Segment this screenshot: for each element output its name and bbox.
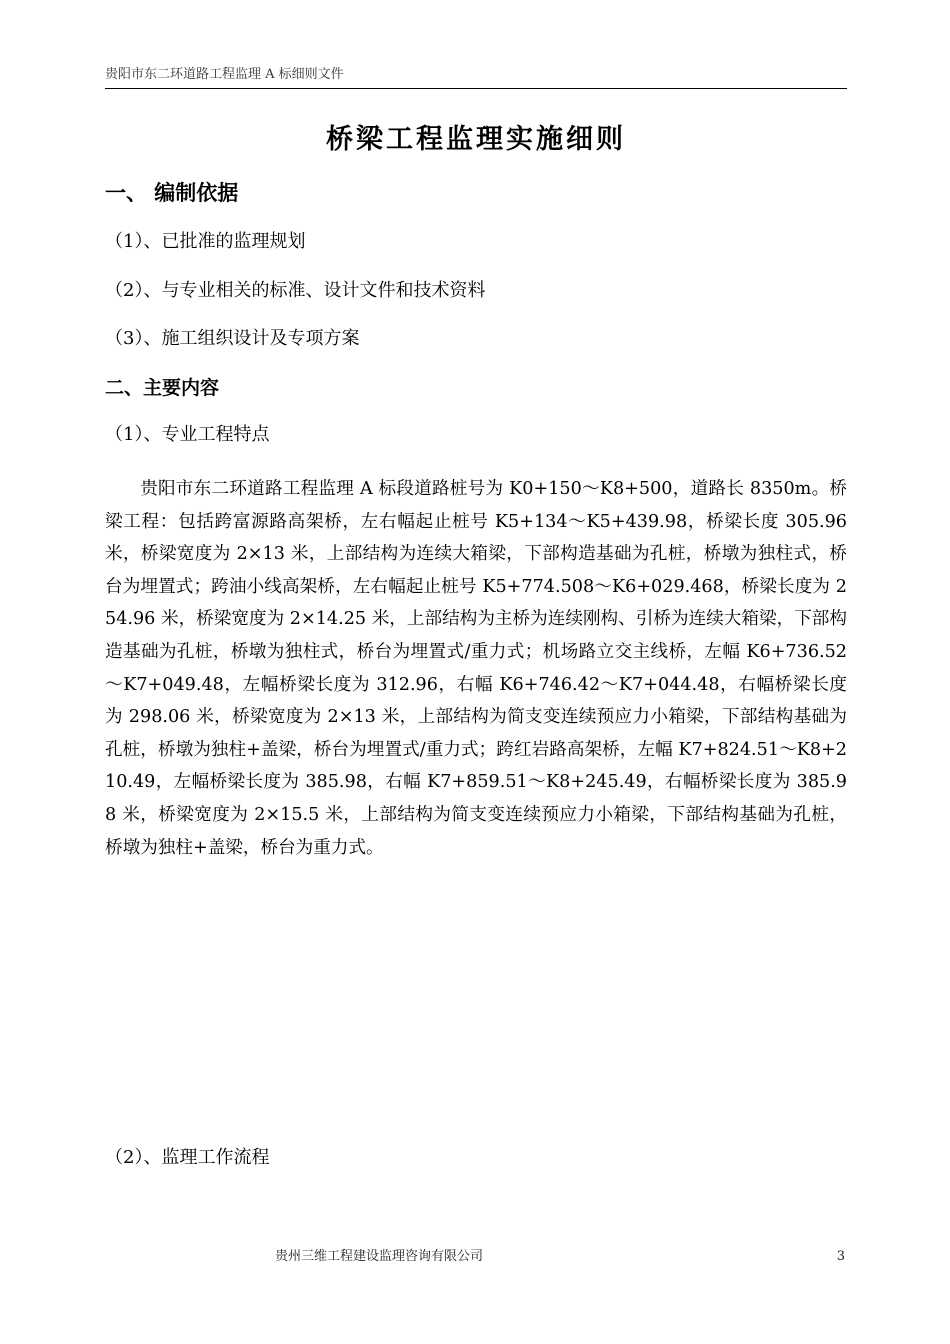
document-title: 桥梁工程监理实施细则 <box>326 124 626 155</box>
page-header <box>105 66 847 84</box>
page-number: 3 <box>836 1249 845 1264</box>
basis-item-3: （3）、施工组织设计及专项方案 <box>105 328 360 349</box>
basis-item-2: （2）、与专业相关的标准、设计文件和技术资料 <box>105 280 486 301</box>
header-divider <box>105 88 847 89</box>
features-paragraph: 贵阳市东二环道路工程监理 A 标段道路桩号为 K0+150～K8+500，道路长 8350m。桥梁工程：包括跨富源路高架桥，左右幅起止桩号 K5+134～K5+439.98，桥梁长度 305.96 米，桥梁宽度为 2×13 米，上部结构为连续大箱梁，下部构造基础为孔桩，桥墩为独柱式，桥台为埋置式；跨油小线高架桥，左右幅起止桩号 K5+774.508～K6+029.468，桥梁长度为 254.96 米，桥梁宽度为 2×14.25 米，上部结构为主桥为连续刚构、引桥为连续大箱梁，下部构造基础为孔桩，桥墩为独柱式，桥台为埋置式/重力式；机场路立交主线桥，左幅 K6+736.52～K7+049.48，左幅桥梁长度为 312.96，右幅 K6+746.42～K7+044.48，右幅桥梁长度为 298.06 米，桥梁宽度为 2×13 米，上部结构为简支变连续预应力小箱梁，下部结构基础为孔桩，桥墩为独柱+盖梁，桥台为埋置式/重力式；跨红岩路高架桥，左幅 K7+824.51～K8+210.49，左幅桥梁长度为 385.98，右幅 K7+859.51～K8+245.49，右幅桥梁长度为 385.98 米，桥梁宽度为 2×15.5 米，上部结构为简支变连续预应力小箱梁，下部结构基础为孔桩，桥墩为独柱+盖梁，桥台为重力式。 <box>105 479 847 858</box>
footer-company: 贵州三维工程建设监理咨询有限公司 <box>275 1249 484 1264</box>
section-heading-content: 二、主要内容 <box>105 377 220 399</box>
subsection-heading-features: （1）、专业工程特点 <box>105 424 270 445</box>
basis-item-1: （1）、已批准的监理规划 <box>105 231 306 252</box>
subsection-heading-workflow: （2）、监理工作流程 <box>105 1147 270 1168</box>
header-text: 贵阳市东二环道路工程监理 A 标细则文件 <box>105 67 344 82</box>
section-heading-basis: 一、 编制依据 <box>105 180 239 205</box>
